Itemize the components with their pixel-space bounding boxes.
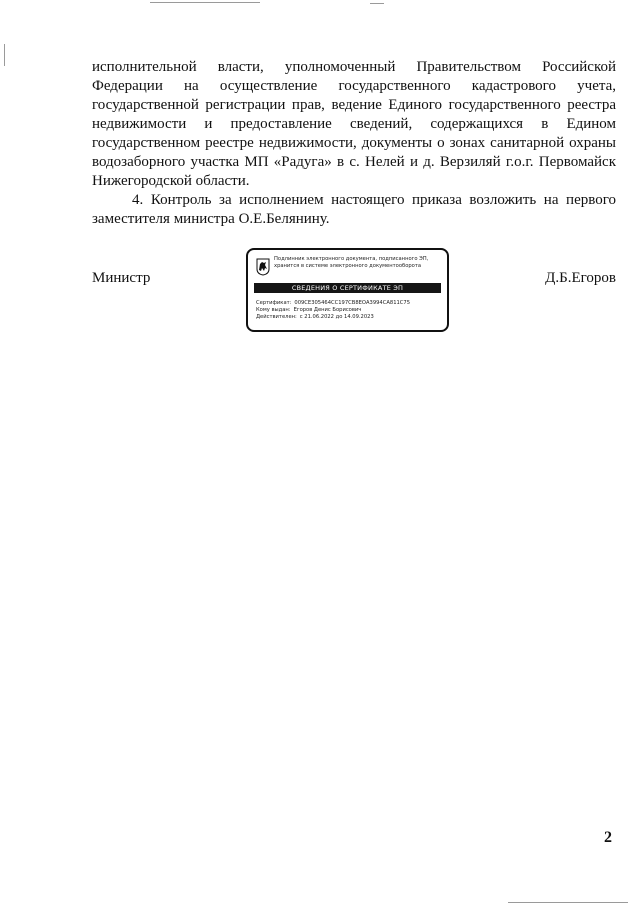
paragraph-item-4: 4. Контроль за исполнением настоящего приказа возложить на первого заместителя министра О.Е.Белянину. [92,192,616,227]
stamp-row-key: Сертификат: [256,300,292,306]
stamp-header-line1: Подлинник электронного документа, подписанного ЭП, [274,256,429,262]
signatory-name: Д.Б.Егоров [545,270,616,286]
paragraph-continuation: исполнительной власти, уполномоченный Правительством Российской Федерации на осуществление государственного кадастрового учета, государственной регистрации прав, ведение Единого государственного реестра недвижимости и предоставление сведений, содержащихся в Едином государственном реестре недвижимости, документы о зонах санитарной охраны водозаборного участка МП «Радуга» в с. Нелей и д. Верзиляй г.о.г. Первомайск Нижегородской области. [92,59,616,189]
stamp-title: СВЕДЕНИЯ О СЕРТИФИКАТЕ ЭП [254,283,441,293]
stamp-details [256,300,444,321]
scan-artifact-top-right [370,3,384,4]
scan-artifact-top [150,2,260,3]
scan-artifact-bottom [508,902,628,903]
electronic-signature-stamp [246,248,449,332]
stamp-row-certificate [256,300,444,307]
stamp-row-issued-to [256,307,444,314]
stamp-row-value: с 21.06.2022 до 14.09.2023 [299,314,374,320]
signatory-role: Министр [92,270,151,286]
stamp-row-value: 009СЕ305464СС197СВ8ЕОА3994СА811С75 [294,300,411,306]
stamp-header [274,256,446,270]
scan-artifact-left-margin [4,44,5,66]
page-number: 2 [604,829,612,846]
stamp-row-validity [256,314,444,321]
document-body [92,58,616,229]
stamp-row-value: Егоров Денис Борисович [293,307,362,313]
stamp-header-line2: хранится в системе электронного документооборота [274,263,422,269]
nizhny-novgorod-emblem-icon [256,258,270,276]
stamp-row-key: Кому выдан: [256,307,291,313]
stamp-row-key: Действителен: [256,314,297,320]
signature-block [92,248,616,338]
